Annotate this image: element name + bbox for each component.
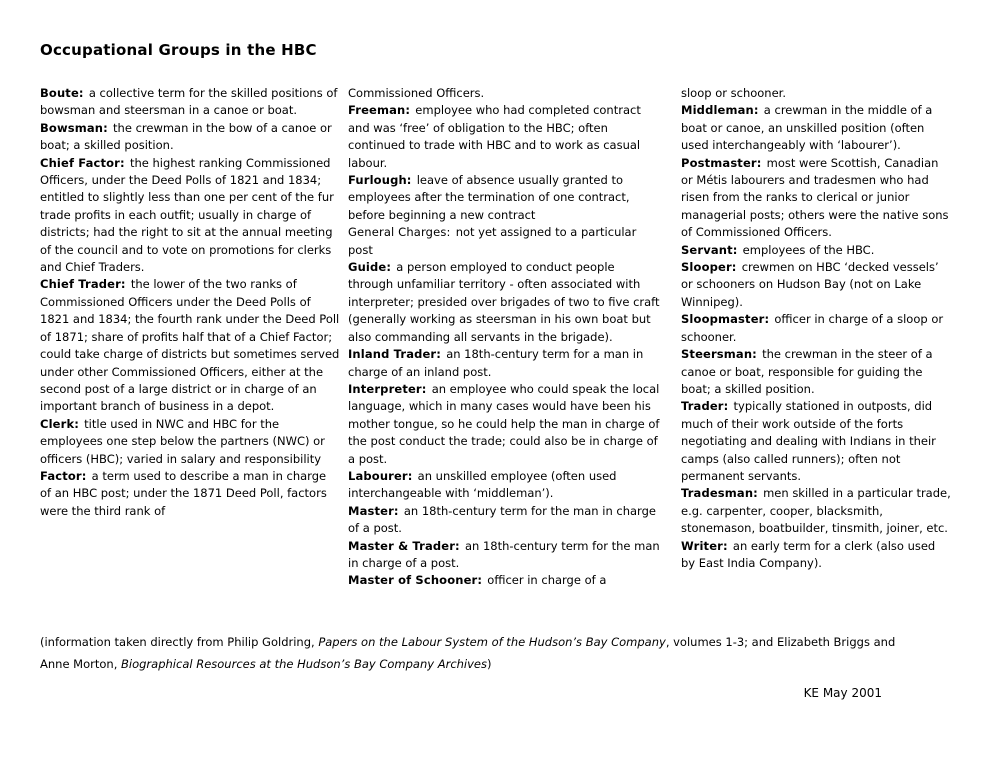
- definition-entry: [348, 538, 661, 573]
- column-2: [348, 85, 681, 590]
- source-note: [40, 631, 924, 675]
- definition-entry: [681, 398, 951, 485]
- term-label: Steersman:: [681, 347, 757, 362]
- definition-entry: [681, 242, 951, 259]
- definition-entry: [40, 416, 340, 468]
- definition-entry: [348, 381, 661, 468]
- signature: KE May 2001: [803, 686, 882, 700]
- term-definition: not yet assigned to a particular post: [348, 225, 637, 257]
- definition-entry: [40, 468, 340, 520]
- term-definition: a crewman in the middle of a boat or canoe, an unskilled position (often used interchangeably with ‘labourer’).: [681, 103, 933, 153]
- term-definition: a collective term for the skilled positions of bowsman and steersman in a canoe or boat.: [40, 86, 338, 118]
- term-definition: an 18th-century term for the man in charge of a post.: [348, 538, 660, 570]
- term-definition: officer in charge of a: [487, 573, 607, 588]
- term-label: General Charges:: [348, 225, 451, 240]
- definition-entry: [681, 346, 951, 398]
- term-label: Postmaster:: [681, 155, 762, 170]
- source-title: Papers on the Labour System of the Hudson’s Bay Company: [318, 635, 666, 649]
- term-definition: men skilled in a particular trade, e.g. carpenter, cooper, blacksmith, stonemason, boatbuilder, tinsmith, joiner, etc.: [681, 486, 951, 536]
- page-title: Occupational Groups in the HBC: [40, 41, 317, 59]
- definition-entry: [40, 85, 340, 120]
- continuation-line: [681, 85, 951, 102]
- term-label: Tradesman:: [681, 486, 758, 501]
- term-definition: typically stationed in outposts, did much of their work outside of the forts negotiating and dealing with Indians in their camps (also called runners); often not permanent servants.: [681, 399, 936, 483]
- definition-columns: [40, 85, 986, 605]
- term-label: Sloopmaster:: [681, 312, 770, 327]
- term-definition: an employee who could speak the local language, which in many cases would have been his mother tongue, so he could help the man in charge of the post conduct the trade; could also be in charge of a post.: [348, 381, 660, 466]
- definition-entry: [40, 276, 340, 415]
- term-definition: leave of absence usually granted to employees after the termination of one contract, before beginning a new contract: [348, 173, 630, 222]
- term-label: Master of Schooner:: [348, 573, 483, 588]
- term-definition: title used in NWC and HBC for the employees one step below the partners (NWC) or officers (HBC); varied in salary and responsibility: [40, 416, 325, 466]
- term-definition: the crewman in the bow of a canoe or boat; a skilled position.: [40, 120, 332, 153]
- definition-entry: [348, 572, 661, 589]
- term-definition: the lower of the two ranks of Commissioned Officers under the Deed Polls of 1821 and 1834; the fourth rank under the Deed Poll of 1871; share of profits half that of a Chief Factor; could take charge of districts but sometimes served under other Commissioned Officers, either at the second post of a large district or in charge of an important branch of business in a depot.: [40, 277, 340, 414]
- term-definition: a person employed to conduct people through unfamiliar territory - often associated with interpreter; presided over brigades of two to five craft (generally working as steersman in his own boat but also commanding all servants in the brigade).: [348, 260, 660, 344]
- continuation-line: [348, 85, 661, 102]
- term-definition: most were Scottish, Canadian or Métis labourers and tradesmen who had risen from the ranks to clerical or junior managerial posts; others were the native sons of Commissioned Officers.: [681, 155, 949, 240]
- term-definition: officer in charge of a sloop or schooner.: [681, 312, 944, 344]
- definition-entry: [40, 155, 340, 277]
- definition-entry: [348, 172, 661, 224]
- term-label: Servant:: [681, 242, 738, 257]
- term-label: Middleman:: [681, 103, 759, 118]
- term-label: Master:: [348, 503, 399, 518]
- column-3: [681, 85, 953, 572]
- term-label: Chief Trader:: [40, 277, 126, 292]
- definition-entry: [348, 102, 661, 172]
- term-label: Bowsman:: [40, 120, 108, 135]
- term-label: Trader:: [681, 399, 729, 414]
- source-text: ): [487, 657, 492, 671]
- term-definition: the highest ranking Commissioned Officers, under the Deed Polls of 1821 and 1834; entitled to slightly less than one per cent of the fur trade profits in each outfit; usually in charge of districts; had the right to sit at the annual meeting of the council and to vote on promotions for clerks and Chief Traders.: [40, 155, 334, 275]
- definition-entry: [348, 468, 661, 503]
- definition-entry: [348, 259, 661, 346]
- term-definition: Commissioned Officers.: [348, 86, 485, 100]
- column-1: [40, 85, 348, 520]
- definition-entry: [681, 259, 951, 311]
- term-label: Guide:: [348, 260, 392, 275]
- term-definition: an unskilled employee (often used interchangeable with ‘middleman’).: [348, 468, 617, 501]
- term-label: Master & Trader:: [348, 538, 460, 553]
- term-definition: an 18th-century term for a man in charge of an inland post.: [348, 347, 644, 379]
- definition-entry: [40, 120, 340, 155]
- term-label: Inland Trader:: [348, 347, 442, 362]
- term-definition: crewmen on HBC ‘decked vessels’ or schooners on Hudson Bay (not on Lake Winnipeg).: [681, 260, 939, 309]
- definition-entry: [681, 102, 951, 154]
- source-text: (information taken directly from Philip Goldring,: [40, 635, 319, 649]
- definition-entry: [348, 346, 661, 381]
- term-definition: a term used to describe a man in charge of an HBC post; under the 1871 Deed Poll, factors were the third rank of: [40, 468, 327, 518]
- term-label: Clerk:: [40, 416, 79, 431]
- term-definition: employees of the HBC.: [742, 242, 875, 257]
- definition-entry: [681, 485, 951, 537]
- term-label: Boute:: [40, 86, 84, 100]
- source-text: , volumes 1-3; and Elizabeth Briggs and Anne Morton,: [40, 635, 896, 671]
- term-label: Chief Factor:: [40, 155, 125, 170]
- term-definition: the crewman in the steer of a canoe or boat, responsible for guiding the boat; a skilled position.: [681, 347, 933, 396]
- definition-entry: [348, 224, 661, 259]
- definition-entry: [681, 155, 951, 242]
- term-label: Furlough:: [348, 173, 412, 188]
- definition-entry: [681, 311, 951, 346]
- term-label: Labourer:: [348, 468, 413, 483]
- definition-entry: [681, 538, 951, 573]
- term-label: Writer:: [681, 538, 728, 553]
- source-title: Biographical Resources at the Hudson’s Bay Company Archives: [121, 657, 487, 671]
- term-definition: employee who had completed contract and was ‘free’ of obligation to the HBC; often continued to trade with HBC and to work as casual labour.: [348, 103, 641, 170]
- term-definition: sloop or schooner.: [681, 86, 786, 100]
- term-label: Factor:: [40, 468, 87, 483]
- term-label: Interpreter:: [348, 381, 427, 396]
- term-label: Freeman:: [348, 103, 411, 118]
- term-label: Slooper:: [681, 260, 737, 275]
- term-definition: an 18th-century term for the man in charge of a post.: [348, 503, 656, 536]
- term-definition: an early term for a clerk (also used by East India Company).: [681, 538, 936, 570]
- definition-entry: [348, 503, 661, 538]
